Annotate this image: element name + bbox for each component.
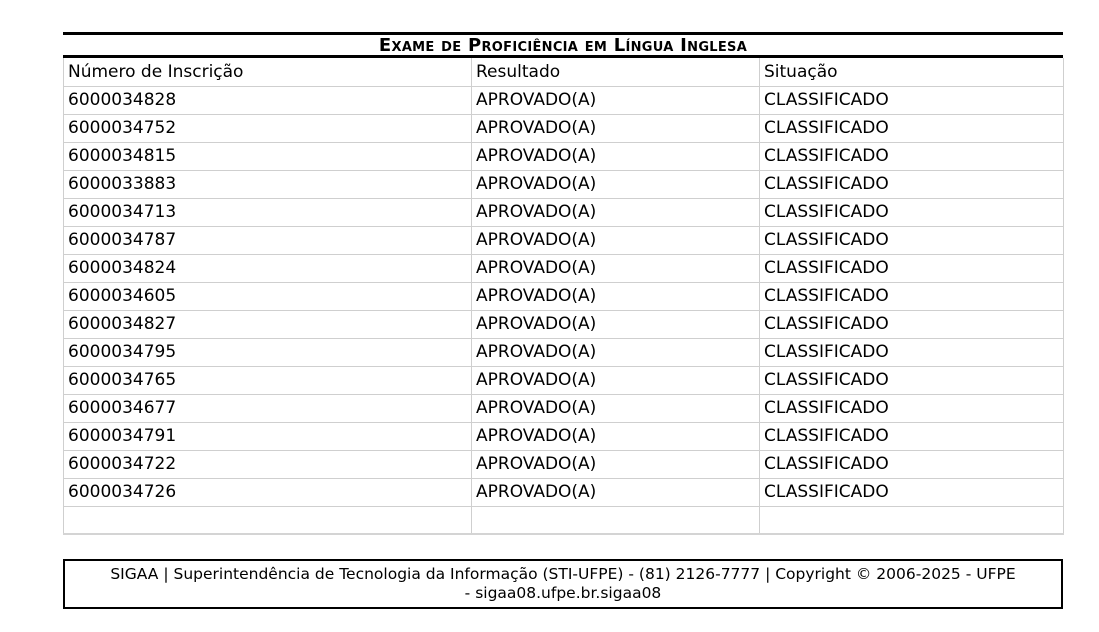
- table-row: [64, 142, 1064, 170]
- cell-numero-inscricao: 6000034795: [64, 338, 472, 366]
- table-spacer-row: [64, 506, 1064, 534]
- cell-resultado: APROVADO(A): [472, 338, 760, 366]
- table-header-row: [64, 58, 1064, 86]
- table-row: [64, 394, 1064, 422]
- cell-resultado: APROVADO(A): [472, 310, 760, 338]
- footer: [63, 559, 1063, 609]
- cell-numero-inscricao: 6000034713: [64, 198, 472, 226]
- table-row: [64, 338, 1064, 366]
- cell-numero-inscricao: 6000034752: [64, 114, 472, 142]
- cell-numero-inscricao: 6000034828: [64, 86, 472, 114]
- cell-numero-inscricao: 6000034722: [64, 450, 472, 478]
- table-row: [64, 86, 1064, 114]
- cell-resultado: APROVADO(A): [472, 450, 760, 478]
- report-title: Exame de Proficiência em Língua Inglesa: [63, 32, 1063, 58]
- cell-resultado: APROVADO(A): [472, 170, 760, 198]
- cell-situacao: CLASSIFICADO: [760, 450, 1064, 478]
- cell-situacao: CLASSIFICADO: [760, 310, 1064, 338]
- cell-resultado: APROVADO(A): [472, 422, 760, 450]
- footer-line-1: SIGAA | Superintendência de Tecnologia da Informação (STI-UFPE) - (81) 2126-7777 | Copyright © 2006-2025 - UFPE: [110, 565, 1016, 583]
- cell-situacao: CLASSIFICADO: [760, 478, 1064, 506]
- cell-situacao: CLASSIFICADO: [760, 338, 1064, 366]
- cell-numero-inscricao: 6000034815: [64, 142, 472, 170]
- cell-situacao: CLASSIFICADO: [760, 86, 1064, 114]
- table-row: [64, 310, 1064, 338]
- results-body: [64, 86, 1064, 534]
- spacer-cell: [472, 506, 760, 534]
- cell-numero-inscricao: 6000034765: [64, 366, 472, 394]
- table-row: [64, 366, 1064, 394]
- cell-numero-inscricao: 6000033883: [64, 170, 472, 198]
- results-table: [63, 58, 1064, 535]
- cell-resultado: APROVADO(A): [472, 282, 760, 310]
- table-row: [64, 198, 1064, 226]
- cell-numero-inscricao: 6000034824: [64, 254, 472, 282]
- cell-resultado: APROVADO(A): [472, 142, 760, 170]
- report: [63, 32, 1063, 535]
- cell-situacao: CLASSIFICADO: [760, 254, 1064, 282]
- cell-situacao: CLASSIFICADO: [760, 114, 1064, 142]
- cell-situacao: CLASSIFICADO: [760, 282, 1064, 310]
- table-row: [64, 170, 1064, 198]
- table-row: [64, 226, 1064, 254]
- cell-situacao: CLASSIFICADO: [760, 422, 1064, 450]
- column-header-situacao: Situação: [760, 58, 1064, 86]
- cell-resultado: APROVADO(A): [472, 366, 760, 394]
- column-header-numero-inscricao: Número de Inscrição: [64, 58, 472, 86]
- cell-resultado: APROVADO(A): [472, 198, 760, 226]
- cell-numero-inscricao: 6000034787: [64, 226, 472, 254]
- cell-numero-inscricao: 6000034791: [64, 422, 472, 450]
- table-row: [64, 450, 1064, 478]
- cell-situacao: CLASSIFICADO: [760, 142, 1064, 170]
- cell-situacao: CLASSIFICADO: [760, 170, 1064, 198]
- table-row: [64, 114, 1064, 142]
- cell-resultado: APROVADO(A): [472, 114, 760, 142]
- cell-numero-inscricao: 6000034827: [64, 310, 472, 338]
- table-row: [64, 478, 1064, 506]
- cell-situacao: CLASSIFICADO: [760, 198, 1064, 226]
- table-row: [64, 254, 1064, 282]
- cell-resultado: APROVADO(A): [472, 394, 760, 422]
- cell-numero-inscricao: 6000034677: [64, 394, 472, 422]
- spacer-cell: [64, 506, 472, 534]
- cell-resultado: APROVADO(A): [472, 478, 760, 506]
- cell-numero-inscricao: 6000034726: [64, 478, 472, 506]
- cell-numero-inscricao: 6000034605: [64, 282, 472, 310]
- spacer-cell: [760, 506, 1064, 534]
- cell-situacao: CLASSIFICADO: [760, 366, 1064, 394]
- cell-resultado: APROVADO(A): [472, 86, 760, 114]
- footer-line-2: - sigaa08.ufpe.br.sigaa08: [464, 584, 662, 602]
- cell-resultado: APROVADO(A): [472, 226, 760, 254]
- cell-situacao: CLASSIFICADO: [760, 394, 1064, 422]
- cell-situacao: CLASSIFICADO: [760, 226, 1064, 254]
- cell-resultado: APROVADO(A): [472, 254, 760, 282]
- column-header-resultado: Resultado: [472, 58, 760, 86]
- table-row: [64, 422, 1064, 450]
- table-row: [64, 282, 1064, 310]
